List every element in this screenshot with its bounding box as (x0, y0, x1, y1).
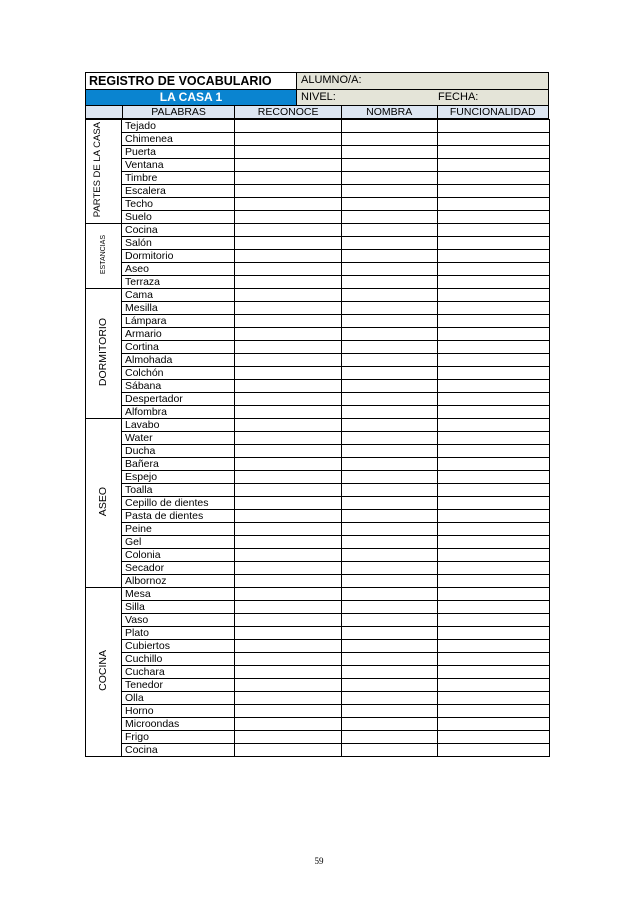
nombra-cell[interactable] (342, 731, 438, 744)
funcionalidad-cell[interactable] (438, 575, 550, 588)
nombra-cell[interactable] (342, 289, 438, 302)
word-cell: Ducha (122, 445, 235, 458)
reconoce-cell[interactable] (235, 198, 342, 211)
nombra-cell[interactable] (342, 354, 438, 367)
table-row (86, 250, 550, 263)
funcionalidad-cell[interactable] (438, 406, 550, 419)
nombra-cell[interactable] (342, 315, 438, 328)
word-cell: Puerta (122, 146, 235, 159)
word-cell: Almohada (122, 354, 235, 367)
reconoce-cell[interactable] (235, 536, 342, 549)
reconoce-cell[interactable] (235, 640, 342, 653)
table-row (86, 549, 550, 562)
nombra-cell[interactable] (342, 172, 438, 185)
nombra-cell[interactable] (342, 237, 438, 250)
funcionalidad-cell[interactable] (438, 315, 550, 328)
column-header-reconoce: RECONOCE (234, 106, 341, 118)
reconoce-cell[interactable] (235, 224, 342, 237)
nombra-cell[interactable] (342, 627, 438, 640)
reconoce-cell[interactable] (235, 510, 342, 523)
nombra-cell[interactable] (342, 705, 438, 718)
word-cell: Sábana (122, 380, 235, 393)
table-row (86, 328, 550, 341)
table-row (86, 315, 550, 328)
reconoce-cell[interactable] (235, 263, 342, 276)
funcionalidad-cell[interactable] (438, 731, 550, 744)
word-cell: Cuchillo (122, 653, 235, 666)
section-label: ESTANCIAS (100, 234, 107, 275)
nivel-label: NIVEL: (301, 91, 336, 103)
word-cell: Water (122, 432, 235, 445)
funcionalidad-cell[interactable] (438, 445, 550, 458)
table-row (86, 302, 550, 315)
reconoce-cell[interactable] (235, 354, 342, 367)
nombra-cell[interactable] (342, 406, 438, 419)
word-cell: Techo (122, 198, 235, 211)
word-cell: Silla (122, 601, 235, 614)
word-cell: Lámpara (122, 315, 235, 328)
nombra-cell[interactable] (342, 263, 438, 276)
word-cell: Terraza (122, 276, 235, 289)
funcionalidad-cell[interactable] (438, 133, 550, 146)
funcionalidad-cell[interactable] (438, 432, 550, 445)
word-cell: Mesa (122, 588, 235, 601)
reconoce-cell[interactable] (235, 653, 342, 666)
nombra-cell[interactable] (342, 341, 438, 354)
nombra-cell[interactable] (342, 484, 438, 497)
word-cell: Salón (122, 237, 235, 250)
word-cell: Mesilla (122, 302, 235, 315)
funcionalidad-cell[interactable] (438, 536, 550, 549)
reconoce-cell[interactable] (235, 146, 342, 159)
reconoce-cell[interactable] (235, 120, 342, 133)
word-cell: Cubiertos (122, 640, 235, 653)
nombra-cell[interactable] (342, 276, 438, 289)
table-row (86, 367, 550, 380)
reconoce-cell[interactable] (235, 497, 342, 510)
reconoce-cell[interactable] (235, 302, 342, 315)
nombra-cell[interactable] (342, 575, 438, 588)
table-row (86, 341, 550, 354)
section-label: DORMITORIO (97, 317, 109, 387)
word-cell: Tejado (122, 120, 235, 133)
funcionalidad-cell[interactable] (438, 146, 550, 159)
table-row (86, 523, 550, 536)
reconoce-cell[interactable] (235, 458, 342, 471)
word-cell: Olla (122, 692, 235, 705)
nombra-cell[interactable] (342, 159, 438, 172)
funcionalidad-cell[interactable] (438, 718, 550, 731)
reconoce-cell[interactable] (235, 328, 342, 341)
funcionalidad-cell[interactable] (438, 614, 550, 627)
funcionalidad-cell[interactable] (438, 562, 550, 575)
reconoce-cell[interactable] (235, 484, 342, 497)
funcionalidad-cell[interactable] (438, 588, 550, 601)
funcionalidad-cell[interactable] (438, 276, 550, 289)
funcionalidad-cell[interactable] (438, 705, 550, 718)
reconoce-cell[interactable] (235, 614, 342, 627)
reconoce-cell[interactable] (235, 393, 342, 406)
nombra-cell[interactable] (342, 250, 438, 263)
word-cell: Gel (122, 536, 235, 549)
nombra-cell[interactable] (342, 146, 438, 159)
nombra-cell[interactable] (342, 497, 438, 510)
column-header-nombra: NOMBRA (341, 106, 437, 118)
funcionalidad-cell[interactable] (438, 601, 550, 614)
table-row (86, 445, 550, 458)
table-row (86, 380, 550, 393)
nombra-cell[interactable] (342, 367, 438, 380)
funcionalidad-cell[interactable] (438, 640, 550, 653)
nivel-fecha-field (297, 90, 548, 105)
table-row (86, 627, 550, 640)
table-row (86, 263, 550, 276)
vocabulary-sheet (85, 72, 549, 757)
funcionalidad-cell[interactable] (438, 367, 550, 380)
table-row (86, 276, 550, 289)
table-row (86, 679, 550, 692)
word-cell: Vaso (122, 614, 235, 627)
word-cell: Escalera (122, 185, 235, 198)
nombra-cell[interactable] (342, 588, 438, 601)
section-label: PARTES DE LA CASA (91, 122, 103, 218)
nombra-cell[interactable] (342, 445, 438, 458)
section-label: ASEO (97, 486, 109, 517)
reconoce-cell[interactable] (235, 575, 342, 588)
vocabulary-table (85, 119, 550, 757)
word-cell: Chimenea (122, 133, 235, 146)
reconoce-cell[interactable] (235, 731, 342, 744)
table-row (86, 393, 550, 406)
word-cell: Despertador (122, 393, 235, 406)
funcionalidad-cell[interactable] (438, 341, 550, 354)
table-row (86, 653, 550, 666)
funcionalidad-cell[interactable] (438, 510, 550, 523)
word-cell: Cuchara (122, 666, 235, 679)
funcionalidad-cell[interactable] (438, 237, 550, 250)
reconoce-cell[interactable] (235, 185, 342, 198)
reconoce-cell[interactable] (235, 406, 342, 419)
word-cell: Espejo (122, 471, 235, 484)
table-row (86, 133, 550, 146)
reconoce-cell[interactable] (235, 601, 342, 614)
funcionalidad-cell[interactable] (438, 744, 550, 757)
funcionalidad-cell[interactable] (438, 692, 550, 705)
table-row (86, 289, 550, 302)
word-cell: Frigo (122, 731, 235, 744)
reconoce-cell[interactable] (235, 211, 342, 224)
reconoce-cell[interactable] (235, 692, 342, 705)
nombra-cell[interactable] (342, 133, 438, 146)
funcionalidad-cell[interactable] (438, 289, 550, 302)
section-label-cell (86, 419, 122, 588)
section-label-cell (86, 588, 122, 757)
funcionalidad-cell[interactable] (438, 250, 550, 263)
reconoce-cell[interactable] (235, 419, 342, 432)
word-cell: Peine (122, 523, 235, 536)
column-header-funcionalidad: FUNCIONALIDAD (437, 106, 549, 118)
column-header-palabras: PALABRAS (122, 106, 235, 118)
table-row (86, 198, 550, 211)
table-row (86, 146, 550, 159)
alumno-label: ALUMNO/A: (301, 74, 362, 86)
funcionalidad-cell[interactable] (438, 484, 550, 497)
word-cell: Aseo (122, 263, 235, 276)
word-cell: Pasta de dientes (122, 510, 235, 523)
table-row (86, 406, 550, 419)
nombra-cell[interactable] (342, 718, 438, 731)
nombra-cell[interactable] (342, 679, 438, 692)
nombra-cell[interactable] (342, 510, 438, 523)
table-row (86, 120, 550, 133)
word-cell: Alfombra (122, 406, 235, 419)
table-row (86, 185, 550, 198)
nombra-cell[interactable] (342, 224, 438, 237)
table-row (86, 419, 550, 432)
nombra-cell[interactable] (342, 380, 438, 393)
funcionalidad-cell[interactable] (438, 393, 550, 406)
header-row-1 (85, 72, 549, 89)
funcionalidad-cell[interactable] (438, 679, 550, 692)
nombra-cell[interactable] (342, 666, 438, 679)
nombra-cell[interactable] (342, 328, 438, 341)
word-cell: Tenedor (122, 679, 235, 692)
nombra-cell[interactable] (342, 744, 438, 757)
nombra-cell[interactable] (342, 523, 438, 536)
nombra-cell[interactable] (342, 471, 438, 484)
word-cell: Timbre (122, 172, 235, 185)
reconoce-cell[interactable] (235, 315, 342, 328)
word-cell: Horno (122, 705, 235, 718)
table-row (86, 718, 550, 731)
funcionalidad-cell[interactable] (438, 471, 550, 484)
reconoce-cell[interactable] (235, 289, 342, 302)
table-row (86, 458, 550, 471)
header-row-2 (85, 89, 549, 105)
word-cell: Ventana (122, 159, 235, 172)
nombra-cell[interactable] (342, 185, 438, 198)
section-label-cell (86, 224, 122, 289)
nombra-cell[interactable] (342, 211, 438, 224)
section-label: COCINA (97, 650, 109, 691)
funcionalidad-cell[interactable] (438, 185, 550, 198)
table-row (86, 536, 550, 549)
nombra-cell[interactable] (342, 640, 438, 653)
funcionalidad-cell[interactable] (438, 211, 550, 224)
funcionalidad-cell[interactable] (438, 172, 550, 185)
funcionalidad-cell[interactable] (438, 328, 550, 341)
word-cell: Toalla (122, 484, 235, 497)
table-row (86, 588, 550, 601)
reconoce-cell[interactable] (235, 588, 342, 601)
nombra-cell[interactable] (342, 614, 438, 627)
table-row (86, 601, 550, 614)
reconoce-cell[interactable] (235, 432, 342, 445)
table-row (86, 731, 550, 744)
funcionalidad-cell[interactable] (438, 263, 550, 276)
word-cell: Suelo (122, 211, 235, 224)
reconoce-cell[interactable] (235, 705, 342, 718)
funcionalidad-cell[interactable] (438, 302, 550, 315)
nombra-cell[interactable] (342, 419, 438, 432)
word-cell: Colonia (122, 549, 235, 562)
reconoce-cell[interactable] (235, 133, 342, 146)
word-cell: Cama (122, 289, 235, 302)
table-row (86, 705, 550, 718)
reconoce-cell[interactable] (235, 549, 342, 562)
table-row (86, 692, 550, 705)
reconoce-cell[interactable] (235, 237, 342, 250)
word-cell: Plato (122, 627, 235, 640)
reconoce-cell[interactable] (235, 679, 342, 692)
word-cell: Colchón (122, 367, 235, 380)
funcionalidad-cell[interactable] (438, 458, 550, 471)
word-cell: Dormitorio (122, 250, 235, 263)
nombra-cell[interactable] (342, 549, 438, 562)
funcionalidad-cell[interactable] (438, 224, 550, 237)
column-header-side (86, 106, 122, 118)
table-row (86, 354, 550, 367)
reconoce-cell[interactable] (235, 367, 342, 380)
nombra-cell[interactable] (342, 562, 438, 575)
reconoce-cell[interactable] (235, 744, 342, 757)
word-cell: Armario (122, 328, 235, 341)
nombra-cell[interactable] (342, 120, 438, 133)
nombra-cell[interactable] (342, 302, 438, 315)
section-label-cell (86, 289, 122, 419)
funcionalidad-cell[interactable] (438, 549, 550, 562)
nombra-cell[interactable] (342, 393, 438, 406)
word-cell: Cocina (122, 744, 235, 757)
fecha-label: FECHA: (438, 91, 479, 103)
nombra-cell[interactable] (342, 536, 438, 549)
word-cell: Microondas (122, 718, 235, 731)
reconoce-cell[interactable] (235, 718, 342, 731)
reconoce-cell[interactable] (235, 523, 342, 536)
reconoce-cell[interactable] (235, 445, 342, 458)
nombra-cell[interactable] (342, 458, 438, 471)
word-cell: Bañera (122, 458, 235, 471)
nombra-cell[interactable] (342, 432, 438, 445)
reconoce-cell[interactable] (235, 380, 342, 393)
word-cell: Albornoz (122, 575, 235, 588)
funcionalidad-cell[interactable] (438, 497, 550, 510)
funcionalidad-cell[interactable] (438, 523, 550, 536)
funcionalidad-cell[interactable] (438, 380, 550, 393)
funcionalidad-cell[interactable] (438, 666, 550, 679)
nombra-cell[interactable] (342, 692, 438, 705)
table-row (86, 172, 550, 185)
nombra-cell[interactable] (342, 601, 438, 614)
reconoce-cell[interactable] (235, 341, 342, 354)
reconoce-cell[interactable] (235, 562, 342, 575)
nombra-cell[interactable] (342, 198, 438, 211)
word-cell: Secador (122, 562, 235, 575)
column-headers (85, 105, 549, 119)
table-row (86, 471, 550, 484)
word-cell: Cortina (122, 341, 235, 354)
table-row (86, 159, 550, 172)
funcionalidad-cell[interactable] (438, 354, 550, 367)
reconoce-cell[interactable] (235, 471, 342, 484)
reconoce-cell[interactable] (235, 276, 342, 289)
table-row (86, 562, 550, 575)
reconoce-cell[interactable] (235, 172, 342, 185)
table-row (86, 432, 550, 445)
page-number: 59 (314, 856, 324, 866)
word-cell: Cepillo de dientes (122, 497, 235, 510)
table-row (86, 484, 550, 497)
funcionalidad-cell[interactable] (438, 653, 550, 666)
reconoce-cell[interactable] (235, 627, 342, 640)
reconoce-cell[interactable] (235, 159, 342, 172)
alumno-field (297, 73, 548, 89)
sheet-subtitle: LA CASA 1 (86, 90, 297, 105)
table-row (86, 497, 550, 510)
table-row (86, 211, 550, 224)
reconoce-cell[interactable] (235, 250, 342, 263)
nombra-cell[interactable] (342, 653, 438, 666)
reconoce-cell[interactable] (235, 666, 342, 679)
table-row (86, 575, 550, 588)
funcionalidad-cell[interactable] (438, 419, 550, 432)
table-row (86, 666, 550, 679)
funcionalidad-cell[interactable] (438, 198, 550, 211)
section-label-cell (86, 120, 122, 224)
funcionalidad-cell[interactable] (438, 159, 550, 172)
word-cell: Cocina (122, 224, 235, 237)
funcionalidad-cell[interactable] (438, 120, 550, 133)
table-row (86, 510, 550, 523)
table-row (86, 224, 550, 237)
word-cell: Lavabo (122, 419, 235, 432)
sheet-title: REGISTRO DE VOCABULARIO (86, 73, 297, 89)
table-row (86, 237, 550, 250)
table-row (86, 640, 550, 653)
table-row (86, 744, 550, 757)
funcionalidad-cell[interactable] (438, 627, 550, 640)
table-row (86, 614, 550, 627)
